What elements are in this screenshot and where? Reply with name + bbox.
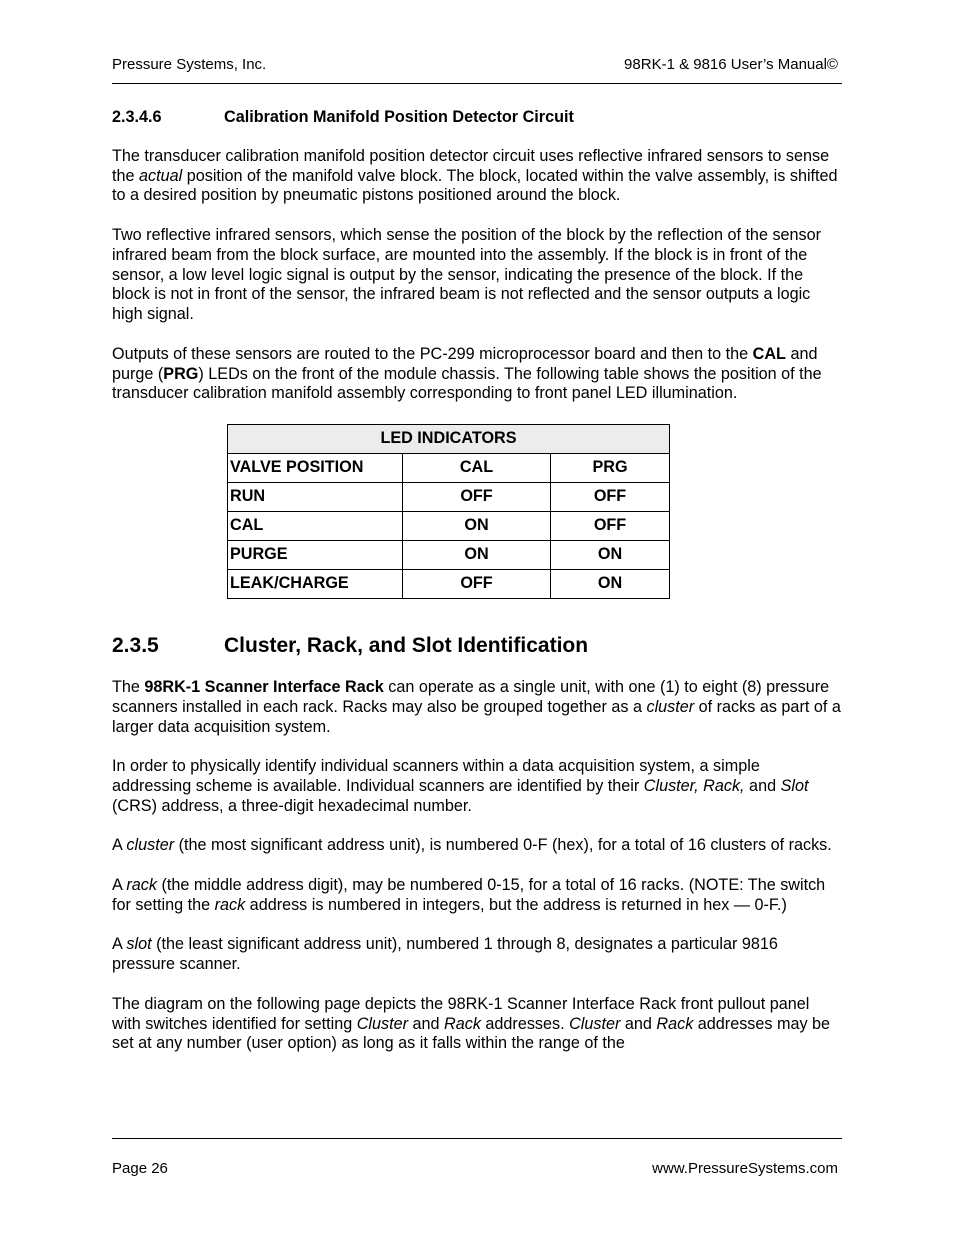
table-cell: ON: [551, 569, 670, 598]
table-cell: ON: [403, 540, 551, 569]
section-2-3-5-heading: [112, 633, 842, 659]
bold-text: CAL: [752, 344, 786, 363]
bold-text: PRG: [163, 364, 199, 383]
text: Outputs of these sensors are routed to the PC-299 microprocessor board and then to the: [112, 344, 753, 363]
text: can operate as a single unit, with one (1) to eight (8) pressure scanners installed in each rack. Racks may also be grouped together as a: [112, 677, 830, 716]
paragraph: [112, 836, 842, 856]
text: addresses may be set at any number (user option) as long as it falls within the range of the: [112, 1014, 831, 1053]
footer-website: www.PressureSystems.com: [652, 1160, 838, 1177]
table-cell: OFF: [551, 511, 670, 540]
section-number: 2.3.5: [112, 633, 159, 657]
paragraph: [112, 935, 842, 975]
italic-text: cluster: [646, 697, 695, 716]
text: position of the manifold valve block. The block, located within the valve assembly, is shifted to a desired position by pneumatic pistons positioned around the block.: [112, 166, 838, 205]
paragraph: [112, 757, 842, 816]
text: address is numbered in integers, but the address is returned in hex — 0-F.): [245, 895, 787, 914]
table-row: [228, 482, 670, 511]
table-row: [228, 540, 670, 569]
italic-text: Cluster: [569, 1014, 621, 1033]
paragraph: [112, 147, 842, 206]
table-cell: OFF: [403, 569, 551, 598]
table-cell: ON: [551, 540, 670, 569]
text: and: [408, 1014, 445, 1033]
italic-text: Cluster: [356, 1014, 409, 1033]
column-header: CAL: [403, 453, 551, 482]
column-header: VALVE POSITION: [228, 453, 403, 482]
text: ) LEDs on the front of the module chassis. The following table shows the position of the transducer calibration manifold assembly corresponding to front panel LED illumination.: [112, 364, 822, 403]
italic-text: Rack: [444, 1014, 481, 1033]
italic-text: cluster: [126, 836, 175, 855]
page-number: Page 26: [112, 1160, 168, 1177]
paragraph: [112, 876, 842, 916]
table-row: [228, 569, 670, 598]
header-manual-title: 98RK-1 & 9816 User’s Manual©: [624, 56, 838, 73]
paragraph: [112, 995, 842, 1054]
section-number: 2.3.4.6: [112, 108, 162, 126]
italic-text: rack: [214, 895, 246, 914]
paragraph: [112, 345, 842, 404]
text: of racks as part of a larger data acquisition system.: [112, 697, 841, 736]
footer-rule: [112, 1138, 842, 1139]
table-cell: OFF: [551, 482, 670, 511]
text: addresses.: [480, 1014, 570, 1033]
table-row: [228, 511, 670, 540]
text: (the middle address digit), may be numbered 0-15, for a total of 16 racks. (NOTE: The switch for setting the: [112, 875, 826, 914]
text: The: [112, 677, 145, 696]
table-cell: CAL: [228, 511, 403, 540]
paragraph: [112, 678, 842, 737]
table-cell: RUN: [228, 482, 403, 511]
paragraph: Two reflective infrared sensors, which sense the position of the block by the reflection of the sensor infrared beam from the block surface, are mounted into the assembly. If the block is in front of the sensor, a low level logic signal is output by the sensor, indicating the presence of the block. If the block is not in front of the sensor, the infrared beam is not reflected and the sensor outputs a logic high signal.: [112, 225, 822, 324]
table-cell: LEAK/CHARGE: [228, 569, 403, 598]
section-title: Cluster, Rack, and Slot Identification: [224, 633, 589, 657]
italic-text: rack: [126, 875, 157, 894]
column-header: PRG: [551, 453, 670, 482]
text: The transducer calibration manifold position detector circuit uses reflective infrared sensors to sense the: [112, 146, 830, 185]
bold-text: 98RK-1 Scanner Interface Rack: [144, 677, 384, 696]
text: A: [112, 935, 127, 954]
table-caption: LED INDICATORS: [228, 424, 670, 453]
text: A: [112, 836, 127, 855]
text: (the most significant address unit), is numbered 0-F (hex), for a total of 16 clusters of racks.: [174, 836, 832, 855]
text: (the least significant address unit), numbered 1 through 8, designates a particular 9816 pressure scanner.: [112, 935, 778, 974]
section-title: Calibration Manifold Position Detector Circuit: [224, 108, 574, 126]
table-cell: OFF: [403, 482, 551, 511]
text: A: [112, 875, 127, 894]
text: The diagram on the following page depicts the 98RK-1 Scanner Interface Rack front pullout panel with switches identified for setting: [112, 994, 810, 1033]
italic-text: Cluster, Rack,: [643, 776, 745, 795]
header-rule: [112, 83, 842, 84]
text: and: [620, 1014, 657, 1033]
section-2-3-4-6-heading: [112, 108, 842, 128]
text: and purge (: [112, 344, 818, 383]
italic-text: Rack: [656, 1014, 694, 1033]
italic-text: actual: [139, 166, 183, 185]
text: (CRS) address, a three-digit hexadecimal number.: [112, 796, 472, 815]
header-company: Pressure Systems, Inc.: [112, 56, 267, 73]
italic-text: slot: [126, 935, 152, 954]
table-cell: PURGE: [228, 540, 403, 569]
led-indicators-table: [227, 424, 670, 599]
table-cell: ON: [403, 511, 551, 540]
italic-text: Slot: [780, 776, 809, 795]
text: and: [744, 776, 781, 795]
text: In order to physically identify individual scanners within a data acquisition system, a simple addressing scheme is available. Individual scanners are identified by their: [112, 757, 760, 795]
page-content: [112, 108, 842, 1074]
